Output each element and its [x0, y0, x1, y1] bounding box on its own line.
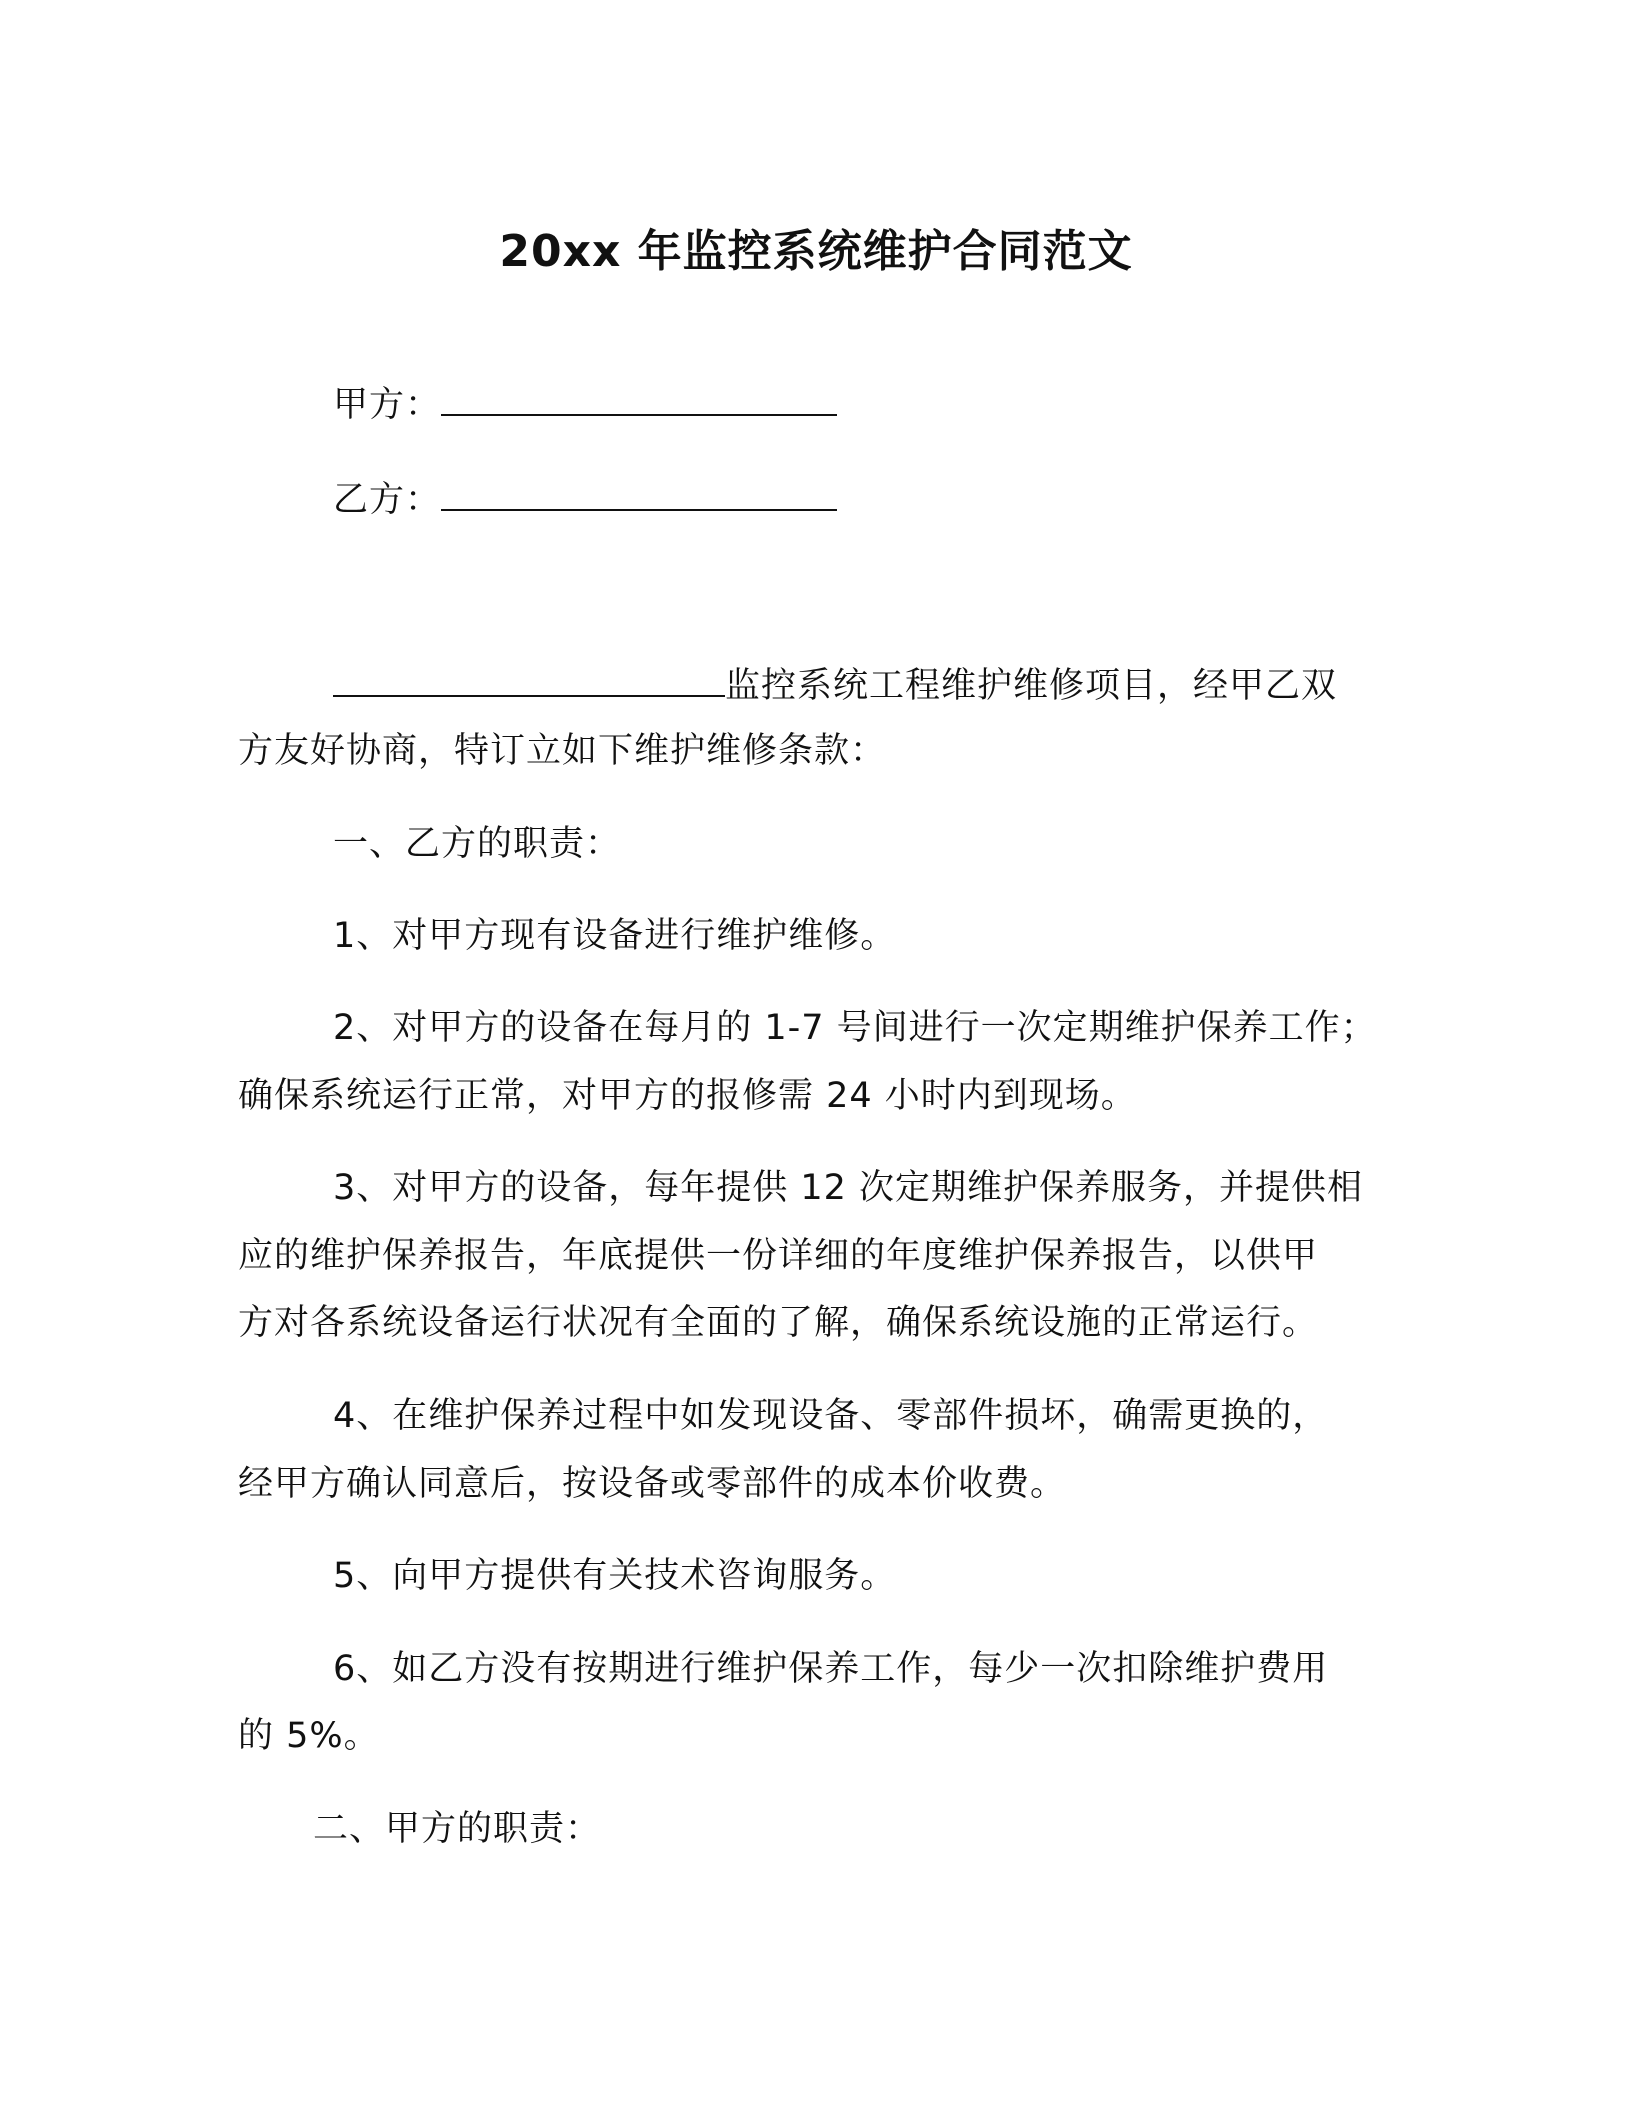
party-b-blank: [441, 475, 837, 511]
intro-line-2: 方友好协商，特订立如下维护维修条款：: [238, 731, 887, 771]
item-4-line-1: 4、在维护保养过程中如发现设备、零部件损坏，确需更换的，: [333, 1396, 1329, 1436]
project-name-blank: [333, 661, 725, 697]
item-2-line-1: 2、对甲方的设备在每月的 1-7 号间进行一次定期维护保养工作；: [333, 1008, 1377, 1048]
section-1-heading: 一、乙方的职责：: [333, 824, 622, 864]
intro-line-1: [333, 661, 1337, 709]
item-3-line-1: 3、对甲方的设备，每年提供 12 次定期维护保养服务，并提供相: [333, 1168, 1364, 1208]
item-3-line-2: 应的维护保养报告，年底提供一份详细的年度维护保养报告，以供甲: [238, 1236, 1319, 1276]
item-2-line-2: 确保系统运行正常，对甲方的报修需 24 小时内到现场。: [238, 1076, 1137, 1116]
item-4-line-2: 经甲方确认同意后，按设备或零部件的成本价收费。: [238, 1464, 1067, 1504]
party-b-row: [333, 475, 837, 523]
item-1: 1、对甲方现有设备进行维护维修。: [333, 916, 897, 956]
item-3-line-3: 方对各系统设备运行状况有全面的了解，确保系统设施的正常运行。: [238, 1303, 1319, 1343]
party-a-label: 甲方：: [333, 385, 442, 425]
intro-text-1: 监控系统工程维护维修项目，经甲乙双: [725, 666, 1338, 706]
section-2-heading: 二、甲方的职责：: [313, 1809, 602, 1849]
item-6-line-1: 6、如乙方没有按期进行维护保养工作，每少一次扣除维护费用: [333, 1649, 1329, 1689]
party-a-row: [333, 380, 837, 428]
party-b-label: 乙方：: [333, 480, 442, 520]
item-6-line-2: 的 5%。: [238, 1716, 380, 1756]
party-a-blank: [441, 380, 837, 416]
document-title: 20xx 年监控系统维护合同范文: [499, 226, 1133, 277]
item-5: 5、向甲方提供有关技术咨询服务。: [333, 1556, 897, 1596]
